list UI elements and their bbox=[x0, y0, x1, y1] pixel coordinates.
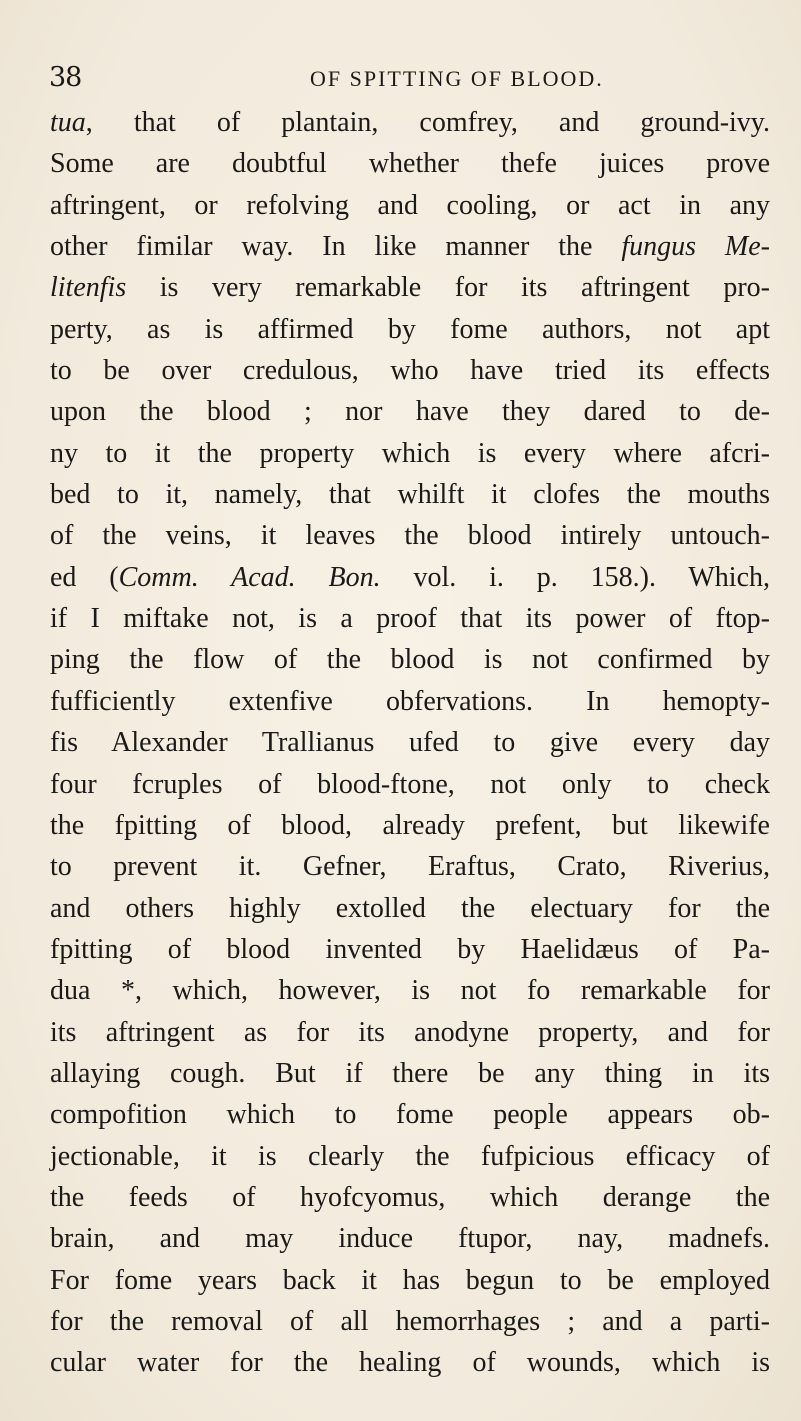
text-line bbox=[50, 309, 770, 350]
text-segment: perty, as is affirmed by fome authors, not apt bbox=[50, 313, 770, 345]
text-line bbox=[50, 515, 770, 556]
italic-text: fungus Me- bbox=[621, 231, 770, 263]
text-line bbox=[50, 1301, 770, 1342]
text-line bbox=[50, 1177, 770, 1218]
text-segment: bed to it, namely, that whilft it clofes the mouths bbox=[50, 479, 770, 511]
text-line bbox=[50, 391, 770, 432]
text-line bbox=[50, 639, 770, 680]
text-segment: for the removal of all hemorrhages ; and a parti- bbox=[50, 1305, 770, 1337]
text-line bbox=[50, 185, 770, 226]
text-segment: fufficiently extenfive obfervations. In hemopty- bbox=[50, 685, 770, 717]
text-line bbox=[50, 557, 770, 598]
text-line bbox=[50, 1342, 770, 1383]
text-segment: aftringent, or refolving and cooling, or act in any bbox=[50, 189, 770, 221]
text-segment: and others highly extolled the electuary for the bbox=[50, 892, 770, 924]
italic-text: tua bbox=[50, 107, 86, 138]
page-number: 38 bbox=[49, 62, 82, 93]
text-line bbox=[50, 764, 770, 805]
italic-text: litenfis bbox=[50, 272, 127, 304]
text-line bbox=[50, 805, 770, 846]
text-line bbox=[50, 433, 770, 474]
text-line bbox=[50, 888, 770, 929]
text-line bbox=[50, 598, 770, 639]
text-line bbox=[50, 1053, 770, 1094]
text-segment: ping the flow of the blood is not confirmed by bbox=[50, 644, 770, 676]
page-header bbox=[0, 62, 801, 98]
text-segment: allaying cough. But if there be any thing in its bbox=[50, 1057, 770, 1089]
text-segment: ed ( bbox=[50, 561, 119, 593]
text-segment: Some are doubtful whether thefe juices prove bbox=[50, 148, 770, 180]
italic-text: Comm. Acad. Bon. bbox=[118, 561, 381, 593]
text-segment: upon the blood ; nor have they dared to de- bbox=[50, 396, 770, 428]
text-line bbox=[50, 846, 770, 887]
text-segment: to be over credulous, who have tried its effects bbox=[50, 355, 770, 387]
text-line bbox=[50, 1260, 770, 1301]
text-segment: if I miftake not, is a proof that its power of ftop- bbox=[50, 603, 770, 635]
text-segment: jectionable, it is clearly the fufpicious efficacy of bbox=[50, 1140, 770, 1172]
text-segment: the feeds of hyofcyomus, which derange the bbox=[50, 1181, 770, 1213]
body-text bbox=[50, 102, 770, 1384]
text-line bbox=[50, 143, 770, 184]
text-segment: fpitting of blood invented by Haelidæus of Pa- bbox=[50, 933, 770, 965]
text-line bbox=[50, 722, 770, 763]
text-line bbox=[50, 681, 770, 722]
text-segment: to prevent it. Gefner, Eraftus, Crato, Riverius, bbox=[50, 851, 770, 883]
text-line bbox=[50, 267, 770, 308]
text-line bbox=[50, 970, 770, 1011]
text-segment: ny to it the property which is every where afcri- bbox=[50, 437, 770, 469]
text-segment: , that of plantain, comfrey, and ground-ivy. bbox=[85, 107, 770, 138]
text-segment: compofition which to fome people appears ob- bbox=[50, 1099, 770, 1131]
text-segment: other fimilar way. In like manner the bbox=[50, 231, 622, 263]
text-segment: four fcruples of blood-ftone, not only to check bbox=[50, 768, 770, 800]
text-segment: dua *, which, however, is not fo remarkable for bbox=[50, 975, 770, 1007]
text-segment: brain, and may induce ftupor, nay, madnefs. bbox=[50, 1223, 770, 1255]
text-line bbox=[50, 350, 770, 391]
text-line bbox=[50, 1218, 770, 1259]
text-line bbox=[50, 102, 770, 143]
text-segment: its aftringent as for its anodyne property, and for bbox=[50, 1016, 770, 1048]
text-line bbox=[50, 226, 770, 267]
text-line bbox=[50, 1094, 770, 1135]
text-segment: of the veins, it leaves the blood intirely untouch- bbox=[50, 520, 770, 552]
text-line bbox=[50, 1012, 770, 1053]
text-segment: For fome years back it has begun to be employed bbox=[50, 1264, 770, 1296]
text-segment: vol. i. p. 158.). Which, bbox=[380, 561, 770, 593]
running-head: OF SPITTING OF BLOOD. bbox=[310, 66, 604, 91]
text-line bbox=[50, 929, 770, 970]
text-segment: the fpitting of blood, already prefent, but likewife bbox=[50, 809, 770, 841]
text-segment: is very remarkable for its aftringent pro- bbox=[126, 272, 770, 304]
text-line bbox=[50, 474, 770, 515]
text-segment: cular water for the healing of wounds, which is bbox=[50, 1347, 770, 1379]
text-segment: fis Alexander Trallianus ufed to give every day bbox=[50, 727, 770, 759]
text-line bbox=[50, 1136, 770, 1177]
